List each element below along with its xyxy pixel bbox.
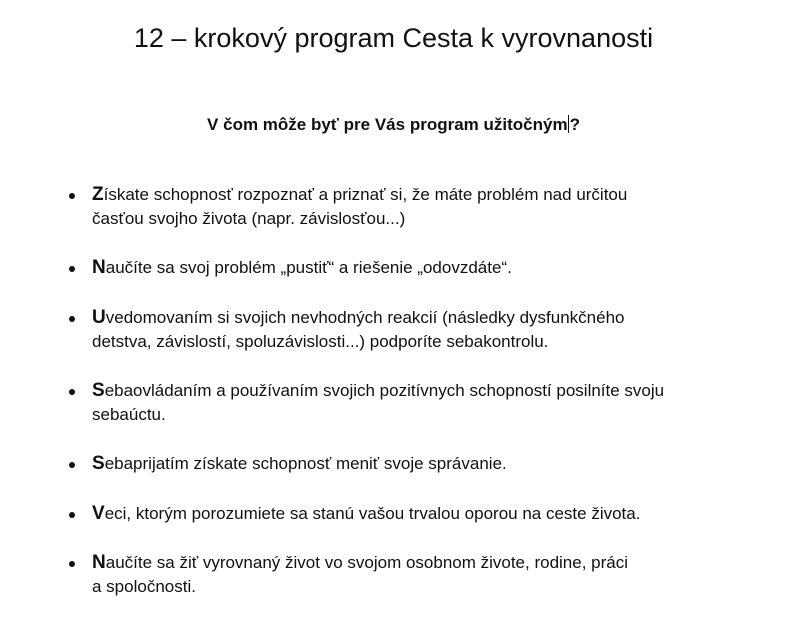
item-initial: S: [92, 453, 105, 474]
bullet-icon: [69, 389, 75, 395]
subtitle-text: V čom môže byť pre Vás program užitočným: [207, 115, 568, 134]
item-initial: N: [92, 552, 106, 573]
item-initial: Z: [92, 184, 104, 205]
item-text-line1: aučíte sa žiť vyrovnaný život vo svojom osobnom živote, rodine, práci: [105, 553, 629, 572]
item-text-line2: a spoločnosti.: [92, 577, 196, 596]
item-initial: U: [92, 307, 106, 328]
bullet-icon: [69, 193, 75, 199]
item-text-line1: aučíte sa svoj problém „pustiť“ a riešenie „odovzdáte“.: [105, 258, 512, 277]
item-text-line1: ískate schopnosť rozpoznať a priznať si, že máte problém nad určitou: [103, 185, 628, 204]
bullet-icon: [69, 266, 75, 272]
bullet-icon: [69, 512, 75, 518]
list-item-6: [92, 502, 742, 526]
item-text-line1: ebaovládaním a používaním svojich pozitívnych schopností posilníte svoju: [104, 381, 665, 400]
list-item-1: [92, 183, 742, 231]
item-initial: V: [92, 503, 105, 524]
item-initial: S: [92, 380, 105, 401]
item-text-line1: ebaprijatím získate schopnosť meniť svoje správanie.: [104, 454, 507, 473]
subtitle-question: [0, 114, 785, 136]
bullet-icon: [69, 462, 75, 468]
page-title: 12 – krokový program Cesta k vyrovnanosti: [133, 23, 654, 53]
list-item-4: [92, 379, 742, 427]
item-text-line2: sebaúctu.: [92, 405, 166, 424]
item-text-line1: vedomovaním si svojich nevhodných reakcií (následky dysfunkčného: [105, 308, 625, 327]
item-text-line1: eci, ktorým porozumiete sa stanú vašou trvalou oporou na ceste života.: [104, 504, 641, 523]
item-text-line2: detstva, závislostí, spoluzávislosti...) podporíte sebakontrolu.: [92, 332, 549, 351]
subtitle-question-mark: ?: [569, 115, 580, 134]
list-item-7: [92, 551, 742, 599]
bullet-icon: [69, 561, 75, 567]
bullet-icon: [69, 316, 75, 322]
item-text-line2: časťou svojho života (napr. závislosťou...): [92, 209, 406, 228]
item-initial: N: [92, 257, 106, 278]
text-cursor: [568, 115, 569, 133]
list-item-3: [92, 306, 742, 354]
list-item-5: [92, 452, 742, 476]
list-item-2: [92, 256, 742, 280]
